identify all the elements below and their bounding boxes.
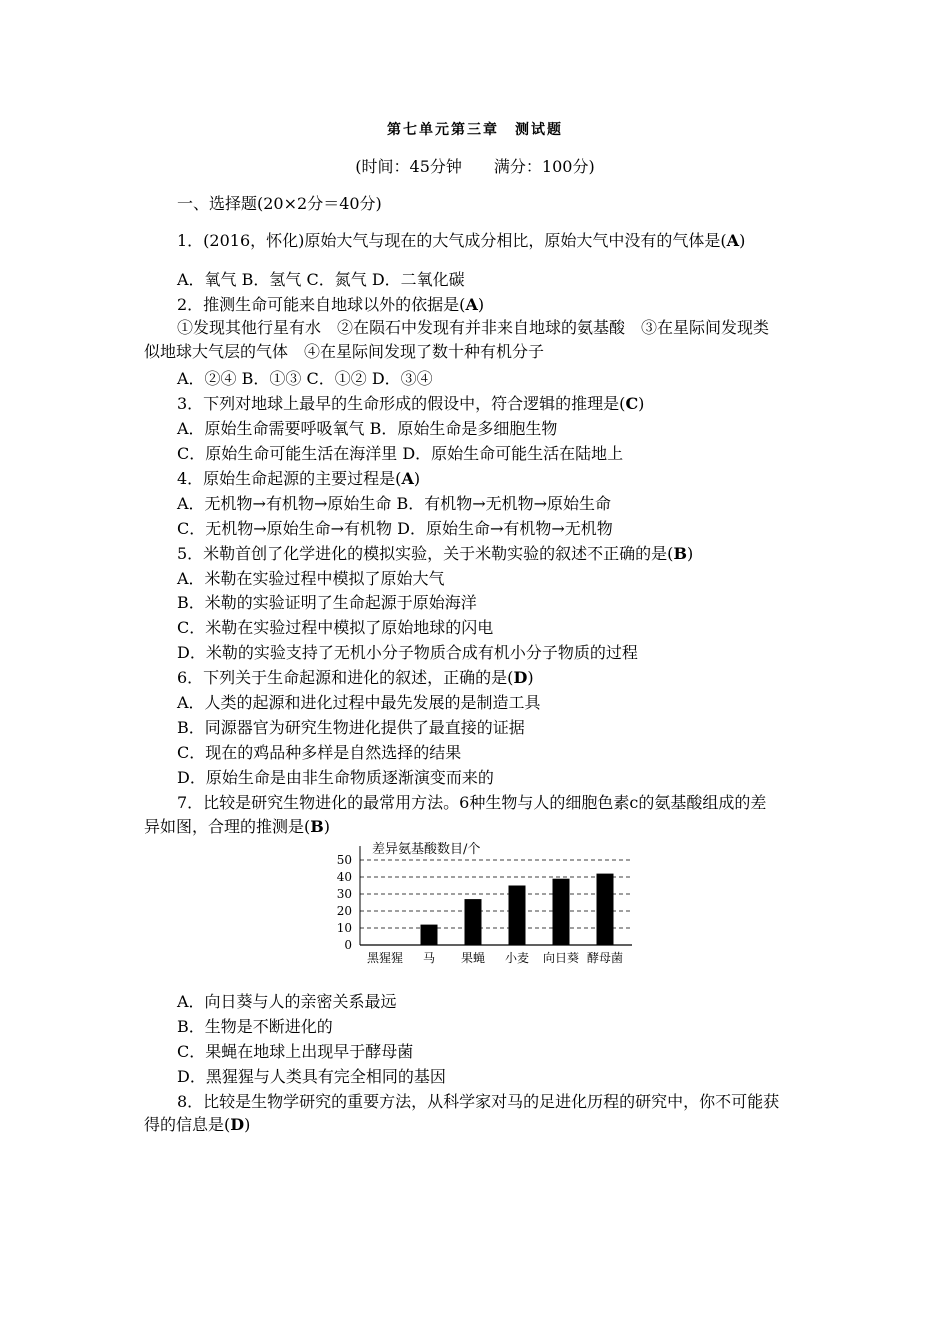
answer-q4: A bbox=[401, 469, 414, 488]
time-score-info: (时间：45分钟 满分：100分) bbox=[355, 157, 595, 176]
chart-bars bbox=[421, 874, 614, 945]
question-6-option-a: A．人类的起源和进化过程中最先发展的是制造工具 bbox=[177, 693, 541, 712]
answer-q2: A bbox=[465, 295, 478, 314]
chart-grid bbox=[360, 860, 632, 928]
y-tick-label: 40 bbox=[336, 870, 352, 884]
question-2-stem: 2．推测生命可能来自地球以外的依据是(A) bbox=[177, 295, 485, 314]
question-4-stem: 4．原始生命起源的主要过程是(A) bbox=[177, 469, 421, 488]
amino-acid-difference-chart bbox=[330, 838, 640, 970]
x-category-label: 黑猩猩 bbox=[366, 951, 404, 965]
question-5-stem: 5．米勒首创了化学进化的模拟实验，关于米勒实验的叙述不正确的是(B) bbox=[177, 544, 694, 563]
chart-y-axis-label: 差异氨基酸数目/个 bbox=[372, 842, 481, 857]
question-3-options-ab: A．原始生命需要呼吸氧气 B．原始生命是多细胞生物 bbox=[177, 419, 558, 438]
x-category-label: 果蝇 bbox=[460, 951, 486, 965]
question-2-text-cont: 似地球大气层的气体 ④在星际间发现了数十种有机分子 bbox=[144, 342, 545, 361]
y-tick-label: 10 bbox=[336, 921, 352, 935]
question-2-options: A．②④ B．①③ C．①② D．③④ bbox=[177, 369, 433, 388]
question-6-option-b: B．同源器官为研究生物进化提供了最直接的证据 bbox=[177, 718, 525, 737]
section-heading: 一、选择题(20×2分＝40分) bbox=[177, 194, 382, 213]
question-3-options-cd: C．原始生命可能生活在海洋里 D．原始生命可能生活在陆地上 bbox=[177, 444, 624, 463]
question-1-options: A．氧气 B．氢气 C．氮气 D．二氧化碳 bbox=[177, 270, 465, 289]
question-7-option-d: D．黑猩猩与人类具有完全相同的基因 bbox=[177, 1067, 446, 1086]
question-2-text: ①发现其他行星有水 ②在陨石中发现有并非来自地球的氨基酸 ③在星际间发现类 bbox=[177, 318, 770, 337]
bar bbox=[553, 879, 570, 945]
question-7-option-c: C．果蝇在地球上出现早于酵母菌 bbox=[177, 1042, 414, 1061]
question-5-option-a: A．米勒在实验过程中模拟了原始大气 bbox=[177, 569, 445, 588]
page-title: 第七单元第三章 测试题 bbox=[387, 122, 563, 138]
x-category-label: 向日葵 bbox=[542, 951, 580, 965]
bar bbox=[421, 925, 438, 945]
question-4-options-ab: A．无机物→有机物→原始生命 B．有机物→无机物→原始生命 bbox=[177, 494, 612, 513]
question-6-option-c: C．现在的鸡品种多样是自然选择的结果 bbox=[177, 743, 462, 762]
y-tick-label: 0 bbox=[344, 938, 352, 952]
bar bbox=[465, 899, 482, 945]
question-4-options-cd: C．无机物→原始生命→有机物 D．原始生命→有机物→无机物 bbox=[177, 519, 613, 538]
y-tick-label: 50 bbox=[336, 853, 352, 867]
question-6-option-d: D．原始生命是由非生命物质逐渐演变而来的 bbox=[177, 768, 494, 787]
question-3-stem: 3．下列对地球上最早的生命形成的假设中，符合逻辑的推理是(C) bbox=[177, 394, 645, 413]
question-8-stem-cont: 得的信息是(D) bbox=[144, 1115, 251, 1134]
question-6-stem: 6．下列关于生命起源和进化的叙述，正确的是(D) bbox=[177, 668, 534, 687]
question-7-option-a: A．向日葵与人的亲密关系最远 bbox=[177, 992, 397, 1011]
question-1-stem: 1．(2016，怀化)原始大气与现在的大气成分相比，原始大气中没有的气体是(A) bbox=[177, 231, 746, 250]
x-category-label: 小麦 bbox=[504, 951, 530, 965]
question-5-option-b: B．米勒的实验证明了生命起源于原始海洋 bbox=[177, 593, 477, 612]
y-tick-label: 30 bbox=[336, 887, 352, 901]
answer-q8: D bbox=[230, 1115, 245, 1134]
answer-q1: A bbox=[726, 231, 740, 250]
y-tick-label: 20 bbox=[336, 904, 352, 918]
answer-q5: B bbox=[673, 544, 687, 563]
answer-q3: C bbox=[625, 394, 639, 413]
chart-y-ticks bbox=[337, 853, 352, 952]
question-7-stem: 7．比较是研究生物进化的最常用方法。6种生物与人的细胞色素c的氨基酸组成的差 bbox=[177, 793, 767, 812]
question-5-option-d: D．米勒的实验支持了无机小分子物质合成有机小分子物质的过程 bbox=[177, 643, 638, 662]
x-category-label: 酵母菌 bbox=[586, 951, 624, 965]
question-8-stem: 8．比较是生物学研究的重要方法，从科学家对马的足进化历程的研究中，你不可能获 bbox=[177, 1092, 780, 1111]
answer-q6: D bbox=[513, 668, 528, 687]
answer-q7: B bbox=[310, 817, 324, 836]
x-category-label: 马 bbox=[422, 951, 436, 965]
question-7-option-b: B．生物是不断进化的 bbox=[177, 1017, 333, 1036]
question-7-stem-cont: 异如图，合理的推测是(B) bbox=[144, 817, 331, 836]
bar bbox=[509, 886, 526, 946]
bar bbox=[597, 874, 614, 945]
chart-x-labels bbox=[367, 950, 623, 965]
question-5-option-c: C．米勒在实验过程中模拟了原始地球的闪电 bbox=[177, 618, 494, 637]
